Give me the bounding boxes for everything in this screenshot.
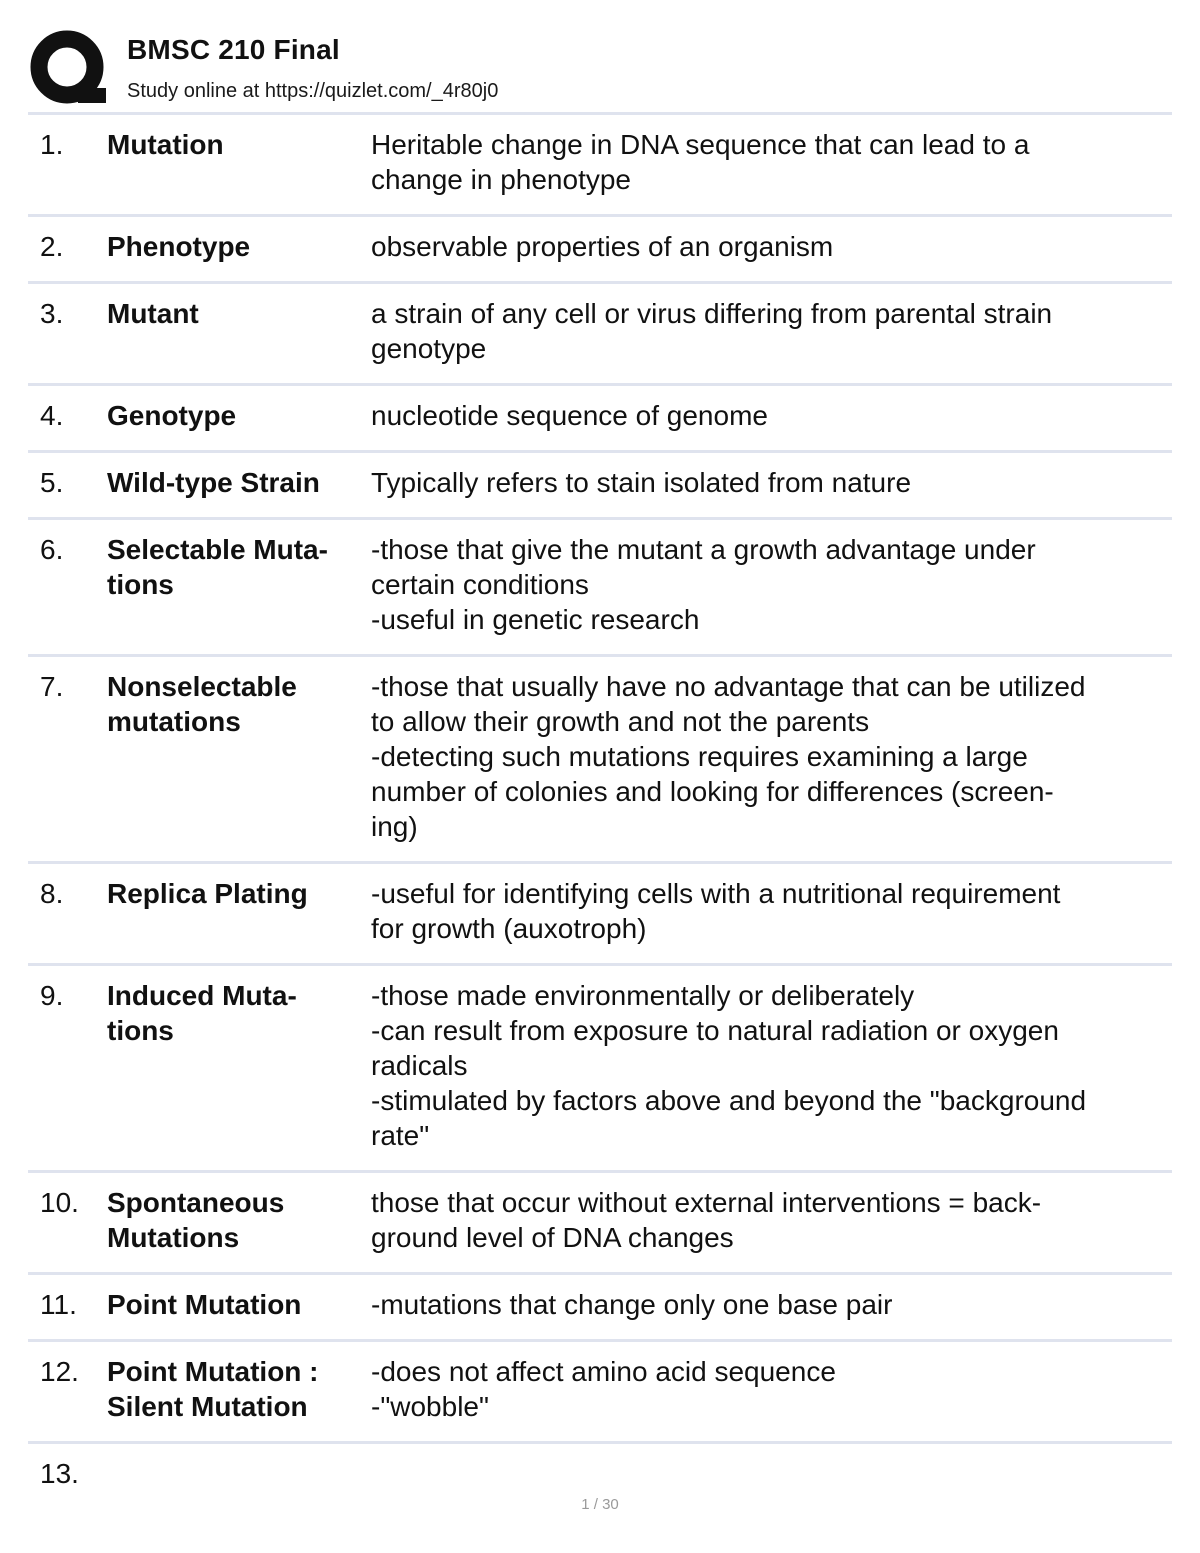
page-number: 1 / 30 [581,1496,619,1513]
card-definition: -those that give the mutant a growth advantage under certain conditions -useful in genetic research [371,534,1036,635]
card-number: 12. [40,1356,79,1387]
card-definition: those that occur without external interventions = back- ground level of DNA changes [371,1187,1042,1253]
card-number: 7. [40,671,64,702]
card-number: 1. [40,129,64,160]
card-number: 6. [40,534,64,565]
card-term: Mutant [107,298,199,329]
flashcard-row [28,520,1172,657]
study-link-text: Study online at https://quizlet.com/_4r80j0 [127,80,499,102]
card-number: 10. [40,1187,79,1218]
card-number: 4. [40,400,64,431]
card-definition: -those made environmentally or deliberately -can result from exposure to natural radiation or oxygen radicals -stimulated by factors above and beyond the "background rate" [371,980,1087,1151]
card-term: Replica Plating [107,878,308,909]
card-term: Mutation [107,129,224,160]
flashcard-list [28,112,1172,1508]
flashcard-row [28,115,1172,217]
flashcard-row [28,284,1172,386]
card-term: Phenotype [107,231,251,262]
card-number: 2. [40,231,64,262]
flashcard-row [28,657,1172,864]
card-definition: -mutations that change only one base pair [371,1289,893,1320]
card-term: Nonselectable mutations [107,671,297,737]
card-definition: Typically refers to stain isolated from nature [371,467,912,498]
page-title: BMSC 210 Final [127,34,340,65]
flashcard-row [28,966,1172,1173]
card-term: Spontaneous Mutations [107,1187,285,1253]
flashcard-row [28,1275,1172,1342]
card-definition: observable properties of an organism [371,231,834,262]
card-definition: nucleotide sequence of genome [371,400,768,431]
card-term: Genotype [107,400,237,431]
card-term [107,1456,371,1491]
card-number: 13. [40,1458,79,1489]
flashcard-row [28,453,1172,520]
flashcard-row [28,217,1172,284]
card-definition: a strain of any cell or virus differing from parental strain genotype [371,298,1053,364]
card-term: Point Mutation [107,1289,302,1320]
quizlet-logo-icon [30,30,108,108]
card-number: 5. [40,467,64,498]
card-number: 11. [40,1289,77,1320]
flashcard-row [28,1342,1172,1444]
card-definition: -those that usually have no advantage that can be utilized to allow their growth and not the parents -detecting such mutations requires examining a large number of colonies and looking for differences (screen- ing) [371,671,1086,842]
card-definition: Heritable change in DNA sequence that can lead to a change in phenotype [371,129,1030,195]
card-number: 8. [40,878,64,909]
card-definition [371,1456,1172,1491]
card-number: 9. [40,980,64,1011]
card-term: Induced Muta- tions [107,980,297,1046]
card-definition: -useful for identifying cells with a nutritional requirement for growth (auxotroph) [371,878,1061,944]
card-term: Point Mutation : Silent Mutation [107,1356,319,1422]
flashcard-row [28,864,1172,966]
flashcard-row [28,1173,1172,1275]
card-term: Wild-type Strain [107,467,320,498]
card-definition: -does not affect amino acid sequence -"wobble" [371,1356,836,1422]
card-term: Selectable Muta- tions [107,534,328,600]
flashcard-row [28,386,1172,453]
document-header [30,26,1170,110]
card-number: 3. [40,298,64,329]
